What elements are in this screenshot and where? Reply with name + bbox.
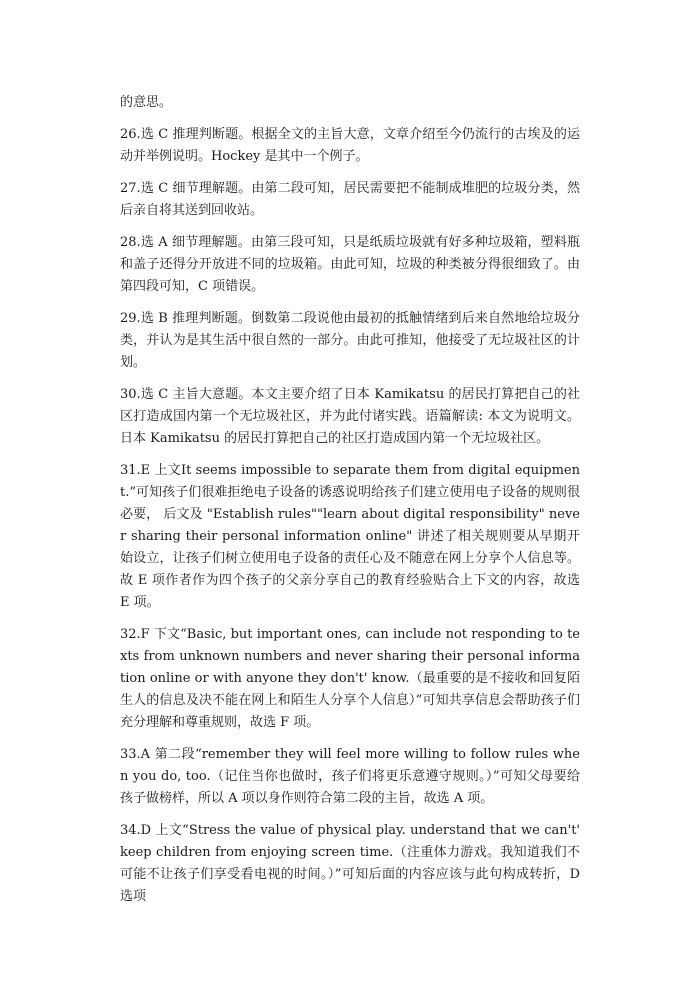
answer-31-paragraph: 31.E 上文It seems impossible to separate them from digital equipment.”可知孩子们很难拒绝电子设备的诱惑说明给孩子们建立使用电子设备的规则很必要， 后文及 "Establish rules""learn about digital responsibility" never sharing their personal information online" 讲述了相关规则要从早期开始设立，让孩子们树立使用电子设备的责任心及不随意在网上分享个人信息等。故 E 项作者作为四个孩子的父亲分享自己的教育经验贴合上下文的内容，故选 E 项。 [120,463,580,610]
answer-27-paragraph: 27.选 C 细节理解题。由第二段可知，居民需要把不能制成堆肥的垃圾分类，然后亲自将其送到回收站。 [120,181,580,218]
answer-30-paragraph: 30.选 C 主旨大意题。本文主要介绍了日本 Kamikatsu 的居民打算把自己的社区打造成国内第一个无垃圾社区，并为此付诸实践。语篇解读: 本文为说明文。日本 Kamikatsu 的居民打算把自己的社区打造成国内第一个无垃圾社区。 [120,387,580,446]
answer-29-paragraph: 29.选 B 推理判断题。倒数第二段说他由最初的抵触情绪到后来自然地给垃圾分类，并认为是其生活中很自然的一部分。由此可推知，他接受了无垃圾社区的计划。 [120,311,580,370]
answer-33-paragraph: 33.A 第二段“remember they will feel more willing to follow rules when you do, too.（记住当你也做时，孩子们将更乐意遵守规则。）”可知父母要给孩子做榜样，所以 A 项以身作则符合第二段的主旨，故选 A 项。 [120,747,580,806]
answer-26-paragraph: 26.选 C 推理判断题。根据全文的主旨大意，文章介绍至今仍流行的古埃及的运动并举例说明。Hockey 是其中一个例子。 [120,127,580,164]
paragraph-fragment: 的意思。 [120,95,173,110]
answer-34-paragraph: 34.D 上文“Stress the value of physical play. understand that we can't' keep children from enjoying screen time.（注重体力游戏。我知道我们不可能不让孩子们享受看电视的时间。）”可知后面的内容应该与此句构成转折，D 选项 [120,823,580,904]
answer-32-paragraph: 32.F 下文“Basic, but important ones, can include not responding to texts from unknown numbers and never sharing their personal information online or with anyone they don't' know.（最重要的是不接收和回复陌生人的信息及决不能在网上和陌生人分享个人信息）”可知共享信息会帮助孩子们充分理解和尊重规则，故选 F 项。 [120,627,580,730]
answer-28-paragraph: 28.选 A 细节理解题。由第三段可知，只是纸质垃圾就有好多种垃圾箱，塑料瓶和盖子还得分开放进不同的垃圾箱。由此可知，垃圾的种类被分得很细致了。由第四段可知，C 项错误。 [120,235,580,294]
document-page [120,92,580,918]
